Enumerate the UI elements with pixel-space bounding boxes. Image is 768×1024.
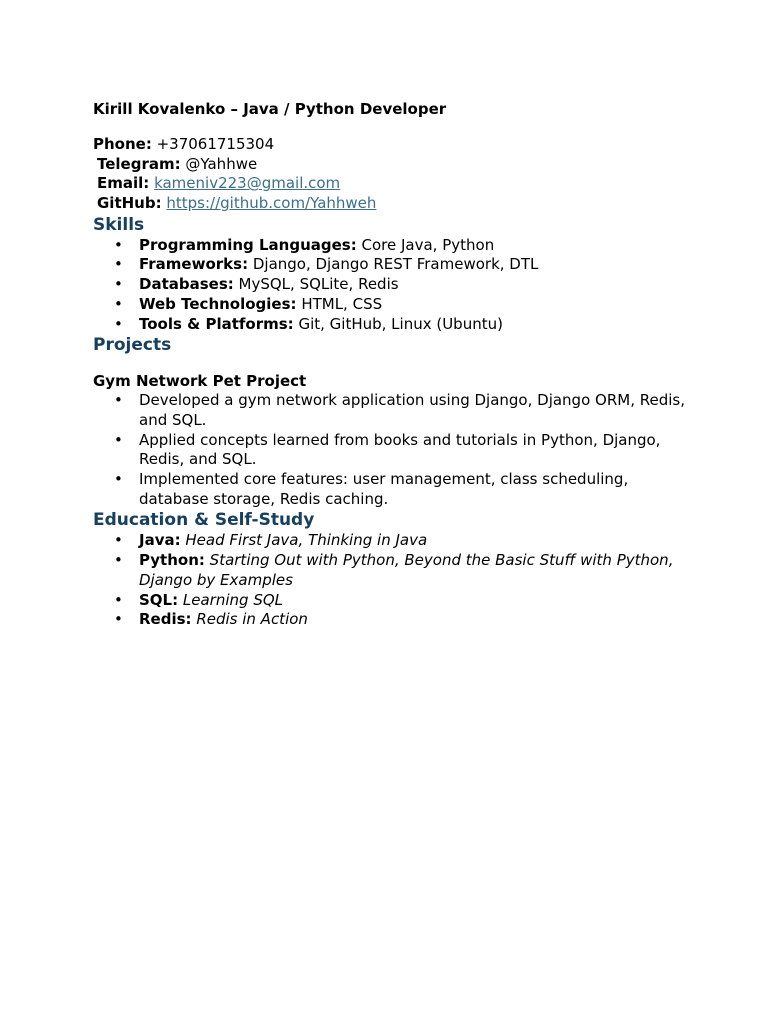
list-item <box>93 391 693 430</box>
list-item <box>93 431 693 470</box>
list-item <box>93 470 693 509</box>
bullet-icon: • <box>114 255 123 274</box>
project-title: Gym Network Pet Project <box>93 372 307 391</box>
edu-label: Java: <box>139 531 181 550</box>
bullet-icon: • <box>114 314 123 333</box>
skill-label: Programming Languages: <box>139 235 357 254</box>
skills-heading: Skills <box>93 214 145 235</box>
bullet-icon: • <box>114 610 123 629</box>
resume-name-title: Kirill Kovalenko – Java / Python Developer <box>93 100 447 118</box>
list-item <box>93 275 693 295</box>
contact-github <box>93 194 693 214</box>
list-item <box>93 551 693 590</box>
bullet-icon: • <box>114 590 123 609</box>
contact-block <box>93 135 693 214</box>
list-item <box>93 236 693 256</box>
list-item <box>93 315 693 335</box>
projects-heading: Projects <box>93 335 172 356</box>
edu-label: SQL: <box>139 590 179 609</box>
bullet-icon: • <box>114 551 123 570</box>
list-item <box>93 591 693 611</box>
resume-page <box>93 100 693 630</box>
bullet-icon: • <box>114 430 123 449</box>
list-item <box>93 255 693 275</box>
education-list <box>93 531 693 630</box>
contact-email <box>93 174 693 194</box>
contact-phone <box>93 135 693 155</box>
skill-value: Core Java, Python <box>356 235 495 254</box>
phone-label: Phone: <box>93 135 152 153</box>
bullet-icon: • <box>114 235 123 254</box>
bullet-icon: • <box>114 391 123 410</box>
project-list <box>93 391 693 509</box>
skill-label: Frameworks: <box>139 255 249 274</box>
list-item <box>93 531 693 551</box>
phone-value: +37061715304 <box>151 135 275 153</box>
github-label: GitHub: <box>97 194 162 213</box>
telegram-label: Telegram: <box>97 154 181 173</box>
edu-value: Learning SQL <box>182 590 284 609</box>
skill-label: Web Technologies: <box>139 294 297 313</box>
project-item-text: Applied concepts learned from books and tutorials in Python, Django, Redis, and SQL. <box>139 430 661 469</box>
edu-label: Python: <box>139 551 205 570</box>
list-item <box>93 295 693 315</box>
telegram-value: @Yahhwe <box>180 154 258 173</box>
bullet-icon: • <box>114 470 123 489</box>
edu-value: Head First Java, Thinking in Java <box>185 531 428 550</box>
email-label: Email: <box>97 174 150 193</box>
skill-value: HTML, CSS <box>296 294 383 313</box>
contact-telegram <box>93 155 693 175</box>
project-item-text: Developed a gym network application using Django, Django ORM, Redis, and SQL. <box>139 391 685 429</box>
bullet-icon: • <box>114 531 123 550</box>
bullet-icon: • <box>114 294 123 313</box>
skill-label: Databases: <box>139 275 234 294</box>
skill-value: MySQL, SQLite, Redis <box>233 275 399 294</box>
github-link[interactable]: https://github.com/Yahhweh <box>166 194 377 213</box>
education-heading: Education & Self-Study <box>93 510 315 531</box>
list-item <box>93 610 693 630</box>
edu-value: Redis in Action <box>196 610 308 629</box>
edu-value: Starting Out with Python, Beyond the Basic Stuff with Python, Django by Examples <box>139 551 674 589</box>
skill-label: Tools & Platforms: <box>139 314 294 333</box>
skill-value: Django, Django REST Framework, DTL <box>248 255 539 274</box>
edu-label: Redis: <box>139 610 192 629</box>
bullet-icon: • <box>114 275 123 294</box>
email-link[interactable]: kameniv223@gmail.com <box>154 174 341 193</box>
skills-list <box>93 236 693 335</box>
project-item-text: Implemented core features: user management, class scheduling, database storage, Redis caching. <box>139 470 629 508</box>
skill-value: Git, GitHub, Linux (Ubuntu) <box>293 314 503 333</box>
